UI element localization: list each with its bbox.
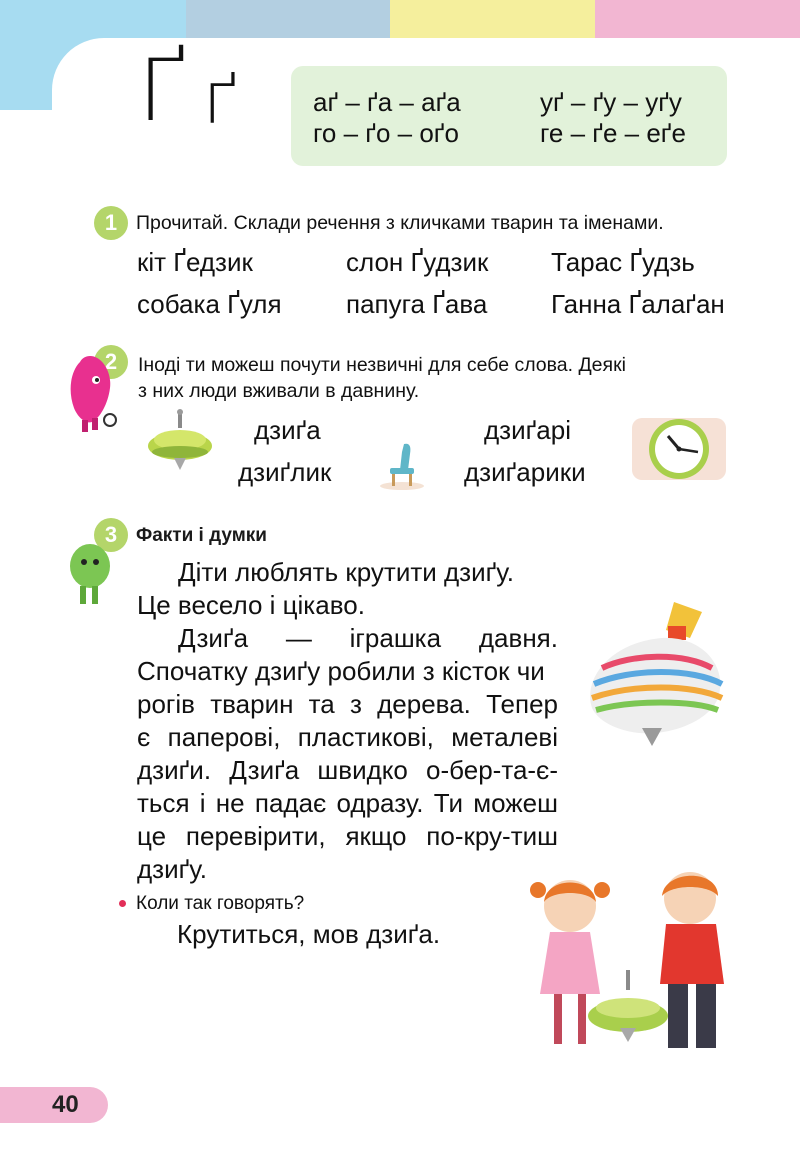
letter-uppercase: Ґ [138,41,186,141]
word-item: дзиґлик [238,457,332,487]
syllable-row1-right: уґ – ґу – уґу [540,87,682,117]
word-item: кіт Ґедзик [137,247,253,277]
header-stripe-yellow [390,0,595,38]
task-number-badge: 2 [94,345,128,379]
word-item: дзиґарики [464,457,586,487]
task2-instruction-line2: з них люди вживали в давнину. [138,380,420,402]
bullet-question: Коли так говорять? [136,893,305,914]
text-line: дзиґи. Дзиґа швидко о-бер-та-є- [137,755,558,785]
pink-mascot-illustration [66,352,122,436]
page-number: 40 [52,1091,79,1118]
syllable-row2-left: го – ґо – оґо [313,118,459,148]
word-item: Тарас Ґудзь [551,247,695,277]
page-number-tab [0,1087,108,1123]
text-line: Це весело і цікаво. [137,590,365,620]
word-item: дзиґарі [484,415,572,445]
task2-instruction-line1: Іноді ти можеш почути незвичні для себе слова. Деякі [138,354,626,376]
text-line: Дзиґа — іграшка давня. [178,623,558,653]
syllable-row1-left: аґ – ґа – аґа [313,87,461,117]
text-line: є паперові, пластикові, металеві [137,722,558,752]
text-line: рогів тварин та з дерева. Тепер [137,689,558,719]
header-stripe-steel [186,0,390,38]
word-item: папуга Ґава [346,289,488,319]
letter-lowercase: ґ [202,56,238,140]
word-item: дзиґа [254,415,321,445]
task1-instruction: Прочитай. Склади речення з кличками тварин та іменами. [136,212,664,234]
text-line: ться і не падає одразу. Ти можеш [137,788,558,818]
spinning-top-illustration [146,408,214,472]
text-line: це перевірити, якщо по-кру-тиш [137,821,558,851]
header-stripe-pink [595,0,800,38]
text-line: Спочатку дзиґу робили з кісток чи [137,656,545,686]
chair-illustration [378,440,426,490]
saying-text: Крутиться, мов дзиґа. [177,919,441,949]
clock-illustration [632,414,726,484]
task3-title: Факти і думки [136,525,267,546]
large-spinning-top-illustration [582,598,728,748]
text-line: Діти люблять крутити дзиґу. [178,557,514,587]
bullet-dot [119,900,126,907]
text-line: дзиґу. [137,854,207,884]
word-item: Ганна Ґалаґан [551,289,725,319]
children-with-spinning-top-illustration [518,866,748,1058]
task-number-badge: 3 [94,518,128,552]
green-mascot-illustration [64,540,114,608]
word-item: собака Ґуля [137,289,282,319]
word-item: слон Ґудзик [346,247,489,277]
syllable-row2-right: ге – ґе – еґе [540,118,686,148]
task-number-badge: 1 [94,206,128,240]
